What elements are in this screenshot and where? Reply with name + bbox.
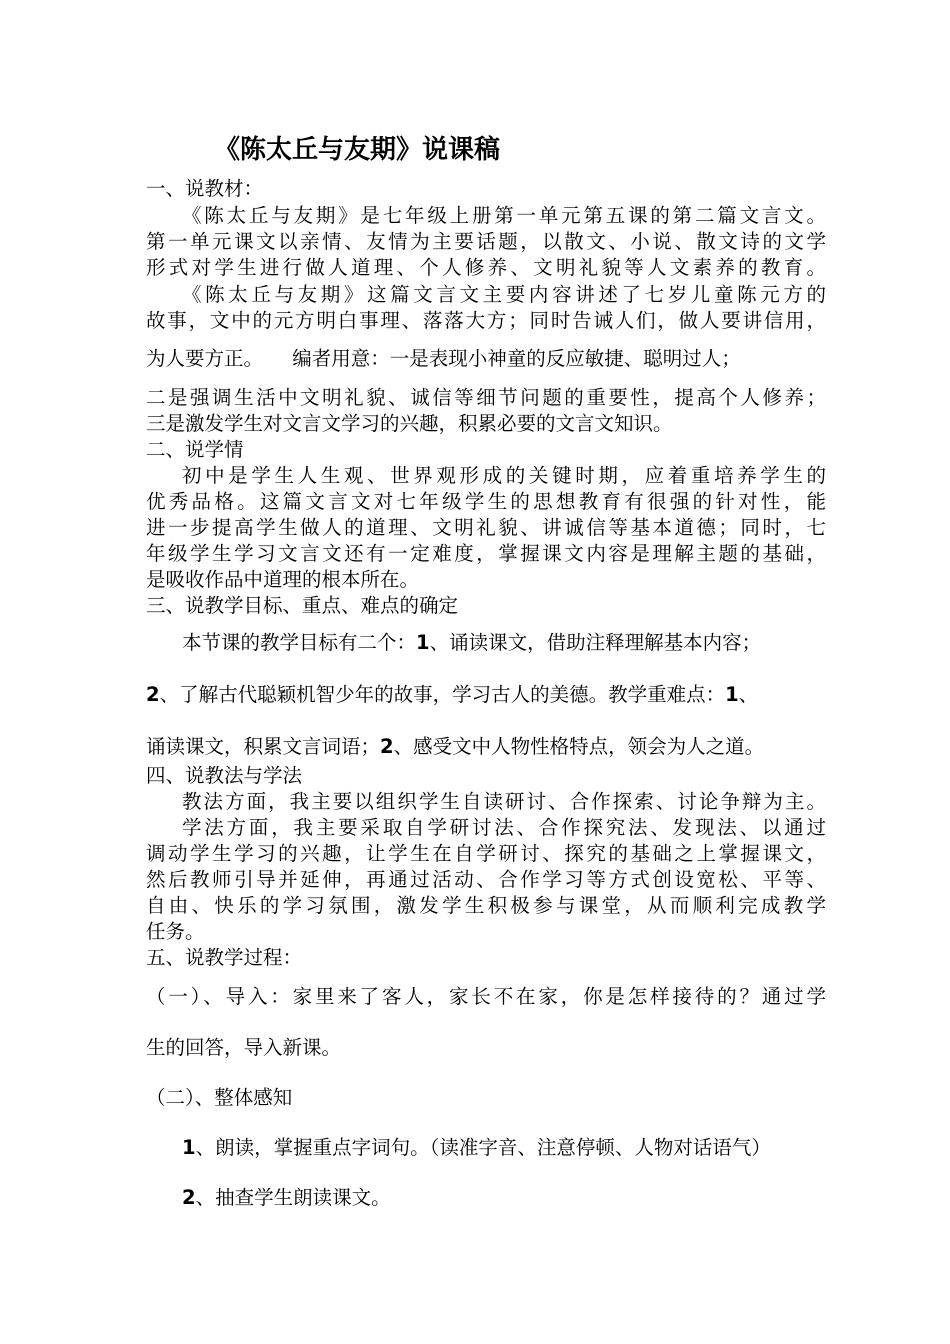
text: 、了解古代聪颖机智少年的故事，学习古人的美德。教学重难点： bbox=[159, 683, 726, 706]
number: 2 bbox=[146, 683, 160, 706]
page-title: 《陈太丘与友期》说课稿 bbox=[214, 135, 501, 165]
paragraph-line: 《陈太丘与友期》是七年级上册第一单元第五课的第二篇文言文。 bbox=[182, 204, 826, 227]
paragraph-line: 然后教师引导并延伸，再通过活动、合作学习等方式创设宽松、平等、 bbox=[146, 868, 826, 891]
text: 本节课的教学目标有二个： bbox=[182, 631, 417, 654]
paragraph-line bbox=[182, 630, 826, 656]
section-heading-textbook: 一、说教材： bbox=[146, 177, 264, 200]
text: 、感受文中人物性格特点，领会为人之道。 bbox=[393, 735, 765, 758]
paragraph-line: 是吸收作品中道理的根本所在。 bbox=[146, 568, 420, 591]
paragraph-line: 进一步提高学生做人的道理、文明礼貌、讲诚信等基本道德；同时，七 bbox=[146, 516, 826, 539]
text: 诵读课文，积累文言词语； bbox=[146, 735, 381, 758]
paragraph-line: 生的回答，导入新课。 bbox=[146, 1036, 342, 1059]
paragraph-line: 第一单元课文以亲情、友情为主要话题，以散文、小说、散文诗的文学 bbox=[146, 230, 826, 253]
section-heading-objectives: 三、说教学目标、重点、难点的确定 bbox=[146, 594, 459, 617]
paragraph-line: 形式对学生进行做人道理、个人修养、文明礼貌等人文素养的教育。 bbox=[146, 256, 826, 279]
paragraph-line bbox=[146, 734, 826, 760]
number: 1 bbox=[725, 683, 739, 706]
number: 1 bbox=[182, 1136, 196, 1159]
paragraph-line: （一）、导入：家里来了客人，家长不在家，你是怎样接待的？通过学 bbox=[146, 985, 826, 1008]
paragraph-line: 故事，文中的元方明白事理、落落大方；同时告诫人们，做人要讲信用， bbox=[146, 309, 826, 332]
text: 、 bbox=[738, 683, 759, 706]
paragraph-line: 《陈太丘与友期》这篇文言文主要内容讲述了七岁儿童陈元方的 bbox=[182, 283, 826, 306]
number: 2 bbox=[182, 1186, 196, 1209]
paragraph-line: 学法方面，我主要采取自学研讨法、合作探究法、发现法、以通过 bbox=[182, 816, 826, 839]
text: 、朗读，掌握重点字词句。（读准字音、注意停顿、人物对话语气） bbox=[195, 1136, 771, 1159]
paragraph-line: 任务。 bbox=[146, 920, 205, 943]
paragraph-line: 教法方面，我主要以组织学生自读研讨、合作探索、讨论争辩为主。 bbox=[182, 790, 826, 813]
section-heading-process: 五、说教学过程： bbox=[146, 946, 303, 969]
list-item bbox=[182, 1135, 826, 1161]
number: 2 bbox=[380, 735, 394, 758]
paragraph-line: 为人要方正。 编者用意：一是表现小神童的反应敏捷、聪明过人； bbox=[146, 347, 741, 370]
text: 、抽查学生朗读课文。 bbox=[195, 1186, 391, 1209]
paragraph-line: 调动学生学习的兴趣，让学生在自学研讨、探究的基础之上掌握课文， bbox=[146, 842, 826, 865]
list-item bbox=[182, 1185, 826, 1211]
paragraph-line: 二是强调生活中文明礼貌、诚信等细节问题的重要性，提高个人修养； bbox=[146, 386, 826, 409]
paragraph-line: 自由、快乐的学习氛围，激发学生积极参与课堂，从而顺利完成教学 bbox=[146, 894, 826, 917]
paragraph-line: 年级学生学习文言文还有一定难度，掌握课文内容是理解主题的基础， bbox=[146, 542, 826, 565]
paragraph-line bbox=[146, 682, 826, 708]
number: 1 bbox=[416, 631, 430, 654]
text: 、诵读课文，借助注释理解基本内容； bbox=[429, 631, 762, 654]
subsection-heading-overall: （二）、整体感知 bbox=[146, 1086, 293, 1109]
paragraph-line: 三是激发学生对文言文学习的兴趣，积累必要的文言文知识。 bbox=[146, 412, 673, 435]
paragraph-line: 初中是学生人生观、世界观形成的关键时期，应着重培养学生的 bbox=[182, 464, 826, 487]
paragraph-line: 优秀品格。这篇文言文对七年级学生的思想教育有很强的针对性，能 bbox=[146, 490, 826, 513]
section-heading-students: 二、说学情 bbox=[146, 438, 244, 461]
section-heading-methods: 四、说教法与学法 bbox=[146, 764, 303, 787]
